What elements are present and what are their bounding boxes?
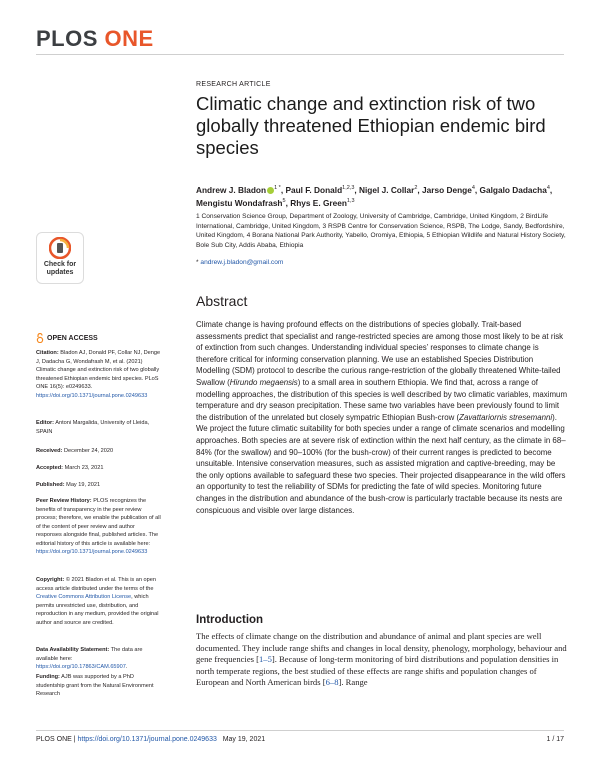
footer-doi-link[interactable]: https://doi.org/10.1371/journal.pone.0249633 [77,736,217,743]
author-list: Andrew J. Bladon $^{1 *}$, Paul F. Donald$^{1,2,3}$, Nigel J. Collar$^2$, Jarso Denge$^4$, Galgalo Dadacha$^4$, Mengistu Wondafrash$^5$, Rhys E. Green$^{1,3}$ [196,184,553,208]
article-title: Climatic change and extinction risk of two globally threatened Ethiopian endemic bird species [196,93,546,158]
citation-doi-link[interactable]: https://doi.org/10.1371/journal.pone.0249633 [36,392,148,399]
species-name: Zavattariornis stresemanni [459,412,553,422]
check-updates-label: Check for updates [43,261,77,276]
header-divider [36,54,564,55]
citation-label: Citation: [36,350,59,356]
copyright-text-a: © 2021 Bladon et al. This is an open access article distributed under the terms of the [36,577,157,592]
published-date: May 19, 2021 [66,482,101,488]
introduction-heading: Introduction [196,614,264,626]
published-label: Published: [36,482,65,488]
footer-divider [36,730,564,731]
author-affil: 5 [282,197,286,204]
journal-logo[interactable] [36,26,154,52]
corresponding-email-link[interactable]: andrew.j.bladon@gmail.com [200,259,284,266]
peer-review-text: PLOS recognizes the benefits of transparency in the peer review process; therefore, we enable the publication of all of the content of peer review and author responses alongside final, published articles. The editorial history of this article is available here: [36,498,161,547]
check-updates-icon [49,237,71,259]
accepted-date: March 23, 2021 [64,465,104,471]
author-name[interactable]: Galgalo Dadacha [479,184,547,195]
open-access-text: OPEN ACCESS [47,334,98,342]
abstract-heading: Abstract [196,293,248,309]
corresponding-star: * [196,259,199,266]
data-availability-link[interactable]: https://doi.org/10.17863/CAM.65907 [36,664,126,670]
funding-label: Funding: [36,674,60,680]
funding-text: AJB was supported by a PhD studentship grant from the Natural Environment Research [36,674,154,697]
author-name[interactable]: Andrew J. Bladon [196,184,267,195]
peer-review-block [36,497,161,557]
data-availability-label: Data Availability Statement: [36,647,110,653]
received-date: December 24, 2020 [64,448,114,454]
copyright-text-b: , which permits unrestricted use, distribution, and reproduction in any medium, provided the original author and source are credited. [36,594,159,626]
author-name[interactable]: Mengistu Wondafrash [196,197,283,208]
reference-link[interactable]: 6–8 [325,677,339,688]
affiliations: 1 Conservation Science Group, Department of Zoology, University of Cambridge, Cambridge, United Kingdom, 2 BirdLife International, Cambridge, United Kingdom, 3 RSPB Centre for Conservation Science, RSPB, The Lodge, Sandy, Bedfordshire, United Kingdom, 4 Borana National Park Authority, Yabello, Oromiya, Ethiopia, 5 Ethiopian Wildlife and Natural History Society, Bole Sub City, Addis Ababa, Ethiopia [196,213,566,249]
copyright-block [36,576,161,627]
footer-separator: | [71,736,78,743]
data-availability-block [36,646,161,672]
editor-block [36,419,161,436]
editor-text: Antoni Margalida, University of Lleida, SPAIN [36,420,150,435]
open-access-label [36,333,98,343]
received-line [36,447,161,456]
peer-review-link[interactable]: https://doi.org/10.1371/journal.pone.0249633 [36,549,148,555]
check-for-updates-badge[interactable] [36,232,84,284]
abstract-text: ) to a small area in southern Ethiopia. We find that, across a range of modelling approaches, the distribution of this species is well described by two climatic variables, maximum temperature and dry season precipitation. These same two variables have been previously found to limit the distribution of the unrelated but closely sympatric Ethiopian Bush-crow ( [196,377,568,422]
license-link[interactable]: Creative Commons Attribution License [36,594,132,600]
author-name[interactable]: Paul F. Donald [285,184,343,195]
article-type: RESEARCH ARTICLE [196,81,271,88]
logo-one-text: ONE [104,26,154,51]
author-name[interactable]: Rhys E. Green [290,197,347,208]
author-affil: 1,2,3 [342,185,355,191]
reference-link[interactable]: 1–5 [259,654,272,665]
abstract-text: ). We project the future climatic suitability for both species under a range of climate scenarios and modelling approaches. Both species are at severe risk of extinction within the next half century, as the climate in 68–84% (for the swallow) and 90–100% (for the bush-crow) of their current ranges is predicted to become unsuitable. Intensive conservation measures, such as assisted migration and captive-breeding, may be the only options available to safeguard these two species. Their projected disappearance in the wild offers an opportunity to test the reliability of SDMs for predicting the fate of wild species. Monitoring future changes in the distribution and abundance of the bush-crow is particularly tractable because its nests are conspicuous and visible over large distances. [196,412,566,515]
funding-block [36,673,161,699]
author-name[interactable]: Nigel J. Collar [359,184,415,195]
intro-text: ]. Because of long-term monitoring of bird distributions and population densities in north temperate regions, the best studied of these effects are range shifts and population changes of European and North American birds [ [196,654,559,688]
citation-block [36,349,161,400]
author-affil: 4 [546,185,550,191]
citation-text: Bladon AJ, Donald PF, Collar NJ, Denge J, Dadacha G, Wondafrash M, et al. (2021) Climatic change and extinction risk of two globally threatened Ethiopian endemic bird species. PLoS ONE 16(5): e0249633. [36,350,161,390]
corresponding-author [196,259,283,266]
intro-text: The effects of climate change on the distribution and abundance of animal and plant species are well documented. They include range shifts and changes in local density, phenology, morphology, behaviour and gene frequencies [ [196,631,567,665]
abstract-body [196,319,568,516]
abstract-text: Climate change is having profound effects on the distributions of species globally. Trait-based assessments predict that specialist and range-restricted species are among those most likely to be at risk of extinction from such changes. Understanding individual species’ responses to climate change is therefore critical for informing conservation planning. We use an established Species Distribution Modelling (SDM) protocol to describe the curious range-restriction of the globally threatened White-tailed Swallow ( [196,320,564,387]
editor-label: Editor: [36,420,55,426]
author-name[interactable]: Jarso Denge [422,184,472,195]
page-number: 1 / 17 [546,736,564,743]
peer-review-label: Peer Review History: [36,498,92,504]
data-availability-end: . [125,664,128,670]
published-line [36,481,161,490]
author-affil: 4 [471,185,475,191]
introduction-body [196,631,568,689]
received-label: Received: [36,448,63,454]
data-availability-text: The data are available here: [36,647,143,662]
accepted-label: Accepted: [36,465,64,471]
author-affil: 2 [414,185,418,191]
footer-date: May 19, 2021 [222,736,266,743]
species-name: Hirundo megaensis [229,377,298,387]
logo-plos-text: PLOS [36,26,98,51]
copyright-label: Copyright: [36,577,65,583]
intro-text: ]. Range [338,677,368,688]
open-lock-icon [36,333,44,343]
page-footer [36,736,265,743]
author-affil: 1 * [274,185,281,191]
accepted-line [36,464,161,473]
author-affil: 1,3 [346,197,355,204]
footer-journal: PLOS ONE [36,736,72,743]
